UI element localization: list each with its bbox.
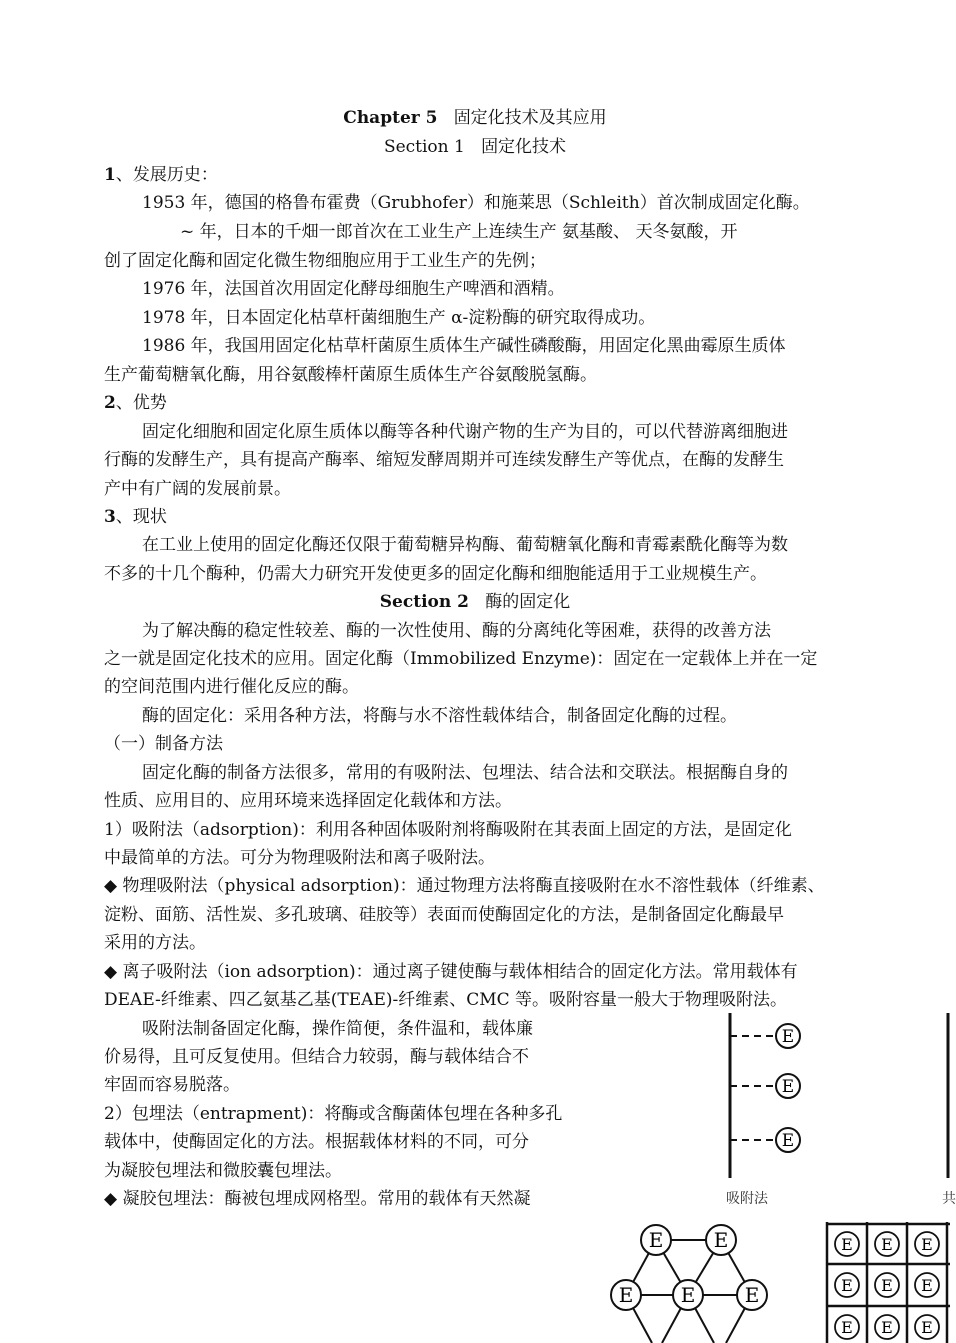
enzyme-node [875,1315,899,1339]
paragraph: 1953 年，德国的格鲁布霍费（Grubhofer）和施莱思（Schleith）首次制成固定化酶。 [142,193,810,213]
svg-text:E: E [921,1318,933,1337]
svg-text:E: E [648,1228,664,1252]
heading-history: 1、发展历史： [104,165,218,185]
enzyme-node [835,1273,859,1297]
paragraph: 1976 年，法国首次用固定化酵母细胞生产啤酒和酒精。 [142,279,565,299]
paragraph: 性质、应用目的、应用环境来选择固定化载体和方法。 [104,791,512,811]
enzyme-node [641,1225,671,1255]
figure-label-partial: 共 [942,1191,956,1207]
paragraph: 中最简单的方法。可分为物理吸附法和离子吸附法。 [104,848,495,868]
paragraph: 的空间范围内进行催化反应的酶。 [104,677,359,697]
paragraph: 采用的方法。 [104,933,206,953]
enzyme-node [737,1280,767,1310]
paragraph: 产中有广阔的发展前景。 [104,479,291,499]
paragraph: 牢固而容易脱落。 [104,1075,240,1095]
paragraph: 固定化酶的制备方法很多，常用的有吸附法、包埋法、结合法和交联法。根据酶自身的 [142,763,788,783]
entrapment-grid-diagram [823,1222,950,1343]
enzyme-node [915,1232,939,1256]
paragraph: 为凝胶包埋法和微胶囊包埋法。 [104,1161,342,1181]
svg-text:E: E [921,1235,933,1254]
paragraph: 1978 年，日本固定化枯草杆菌细胞生产 α-淀粉酶的研究取得成功。 [142,308,656,328]
bullet-item: ◆ 物理吸附法（physical adsorption)：通过物理方法将酶直接吸附在水不溶性载体（纤维素、 [104,876,825,896]
svg-text:E: E [781,1027,795,1047]
paragraph: 不多的十几个酶种，仍需大力研究开发使更多的固定化酶和细胞能适用于工业规模生产。 [104,564,767,584]
svg-text:E: E [744,1283,760,1307]
figure-label-adsorption: 吸附法 [726,1191,768,1207]
svg-text:E: E [881,1318,893,1337]
paragraph: 1986 年，我国用固定化枯草杆菌原生质体生产碱性磷酸酶，用固定化黑曲霉原生质体 [142,336,786,356]
heading-advantages: 2、优势 [104,393,167,413]
paragraph: 为了解决酶的稳定性较差、酶的一次性使用、酶的分离纯化等困难，获得的改善方法 [142,621,771,641]
enzyme-node [875,1273,899,1297]
enzyme-node [730,1074,800,1098]
svg-text:E: E [881,1276,893,1295]
enzyme-node [875,1232,899,1256]
crosslink-network-diagram [600,1220,790,1343]
paragraph: 在工业上使用的固定化酶还仅限于葡萄糖异构酶、葡萄糖氧化酶和青霉素酰化酶等为数 [142,535,788,555]
section-1-title: Section 1 固定化技术 [383,137,567,157]
svg-text:E: E [713,1228,729,1252]
enzyme-node [706,1225,736,1255]
paragraph: 酶的固定化：采用各种方法，将酶与水不溶性载体结合，制备固定化酶的过程。 [142,706,737,726]
enzyme-node [835,1315,859,1339]
adsorption-diagram [720,1008,950,1188]
paragraph: ~ 年，日本的千畑一郎首次在工业生产上连续生产 氨基酸、 天冬氨酸，开 [180,222,738,242]
paragraph: 载体中，使酶固定化的方法。根据载体材料的不同，可分 [104,1132,529,1152]
enzyme-node [915,1273,939,1297]
paragraph: 淀粉、面筋、活性炭、多孔玻璃、硅胶等）表面而使酶固定化的方法，是制备固定化酶最早 [104,905,784,925]
enzyme-node [611,1280,641,1310]
enzyme-node [730,1128,800,1152]
paragraph: DEAE-纤维素、四乙氨基乙基(TEAE)-纤维素、CMC 等。吸附容量一般大于物理吸附法。 [104,990,788,1010]
svg-text:E: E [618,1283,634,1307]
paragraph: 价易得，且可反复使用。但结合力较弱，酶与载体结合不 [104,1047,529,1067]
svg-text:E: E [781,1131,795,1151]
paragraph: 之一就是固定化技术的应用。固定化酶（Immobilized Enzyme)：固定在一定载体上并在一定 [104,649,818,669]
heading-methods: （一）制备方法 [104,734,223,754]
section-2-title: Section 2 酶的固定化 [379,592,571,612]
svg-text:E: E [841,1318,853,1337]
paragraph: 生产葡萄糖氧化酶，用谷氨酸棒杆菌原生质体生产谷氨酸脱氢酶。 [104,365,597,385]
svg-text:E: E [781,1077,795,1097]
svg-text:E: E [841,1235,853,1254]
paragraph: 1）吸附法（adsorption)：利用各种固体吸附剂将酶吸附在其表面上固定的方法，是固定化 [104,820,792,840]
svg-text:E: E [921,1276,933,1295]
svg-text:E: E [680,1283,696,1307]
paragraph: 创了固定化酶和固定化微生物细胞应用于工业生产的先例； [104,251,546,271]
paragraph: 行酶的发酵生产，具有提高产酶率、缩短发酵周期并可连续发酵生产等优点，在酶的发酵生 [104,450,784,470]
paragraph: 2）包埋法（entrapment)：将酶或含酶菌体包埋在各种多孔 [104,1104,563,1124]
paragraph: 吸附法制备固定化酶，操作简便，条件温和，载体廉 [142,1019,533,1039]
enzyme-node [915,1315,939,1339]
enzyme-node [730,1024,800,1048]
chapter-title: Chapter 5 固定化技术及其应用 [343,108,607,128]
enzyme-node [835,1232,859,1256]
svg-text:E: E [881,1235,893,1254]
enzyme-node [673,1280,703,1310]
bullet-item: ◆ 离子吸附法（ion adsorption)：通过离子键使酶与载体相结合的固定化方法。常用载体有 [104,962,798,982]
heading-status: 3、现状 [104,507,167,527]
svg-text:E: E [841,1276,853,1295]
paragraph: 固定化细胞和固定化原生质体以酶等各种代谢产物的生产为目的，可以代替游离细胞进 [142,422,788,442]
bullet-item: ◆ 凝胶包埋法：酶被包埋成网格型。常用的载体有天然凝 [104,1189,531,1209]
